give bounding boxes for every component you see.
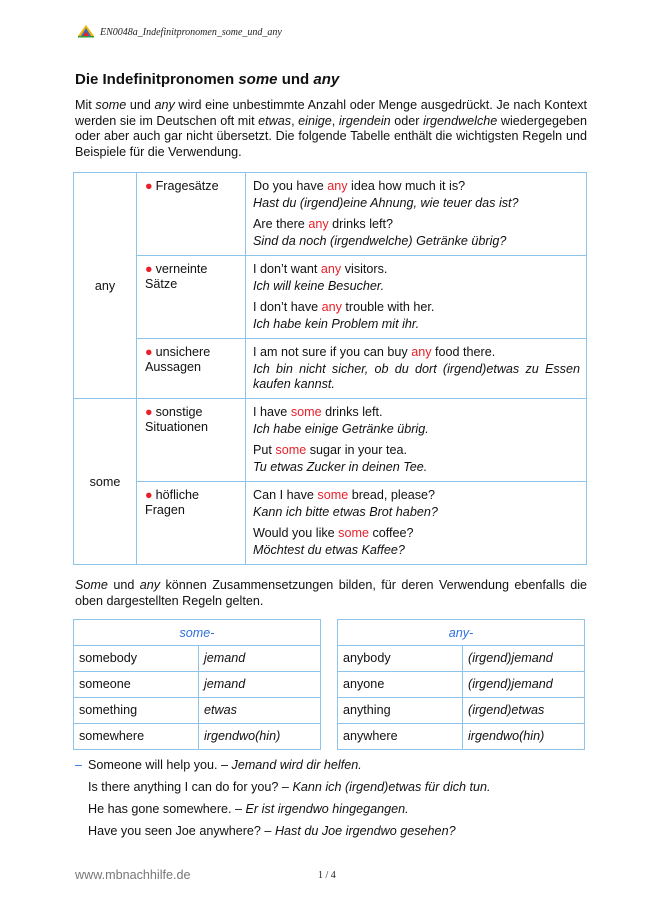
examples-cell xyxy=(246,339,587,399)
title-and: und xyxy=(277,71,314,88)
example-text: I don’t want xyxy=(253,262,321,276)
example-german: Kann ich (irgend)etwas für dich tun. xyxy=(292,780,491,794)
intro-etwas: etwas xyxy=(258,113,292,128)
table-header: any- xyxy=(338,620,585,646)
category-label: unsichere Aussagen xyxy=(145,345,211,374)
note-some: Some xyxy=(75,578,108,592)
german-word: irgendwo(hin) xyxy=(199,724,321,750)
examples-cell xyxy=(246,256,587,339)
example-keyword: some xyxy=(290,405,322,419)
example-english: Have you seen Joe anywhere? – xyxy=(88,824,275,838)
example-text: I have xyxy=(253,405,291,419)
list-item xyxy=(75,820,491,842)
example-german: Hast du Joe irgendwo gesehen? xyxy=(274,824,456,838)
english-word: somebody xyxy=(74,646,199,672)
note-text: und xyxy=(107,578,140,592)
german-translation: Sind da noch (irgendwelche) Getränke übrig? xyxy=(253,234,507,248)
intro-text: wird eine unbestimmte Anzahl oder Menge ausgedrückt. Je nach Kontext werden sie im Deutschen oft mit xyxy=(75,98,587,128)
intro-text: , xyxy=(331,113,339,128)
title-some: some xyxy=(238,71,278,88)
category-cell xyxy=(137,339,246,399)
bullet-icon: ● xyxy=(145,405,153,419)
example-keyword: some xyxy=(317,488,349,502)
table-header: some- xyxy=(74,620,321,646)
category-cell xyxy=(137,256,246,339)
table-row xyxy=(74,698,321,724)
keyword-cell-any: any xyxy=(74,173,137,399)
table-row xyxy=(74,256,587,339)
german-translation: Ich habe einige Getränke übrig. xyxy=(253,422,429,436)
table-row xyxy=(74,672,321,698)
english-example xyxy=(253,345,580,360)
example-text: coffee? xyxy=(368,526,414,540)
list-item xyxy=(75,754,491,776)
example-german: Jemand wird dir helfen. xyxy=(231,758,362,772)
german-word: irgendwo(hin) xyxy=(463,724,585,750)
intro-text: , xyxy=(291,113,299,128)
english-word: anyone xyxy=(338,672,463,698)
table-row xyxy=(74,399,587,482)
intro-irgendwelche: irgendwelche xyxy=(423,113,498,128)
table-row xyxy=(338,672,585,698)
bullet-icon: ● xyxy=(145,262,153,276)
german-word: jemand xyxy=(199,646,321,672)
example-list xyxy=(75,754,491,842)
logo-icon xyxy=(77,24,95,38)
table-row xyxy=(338,698,585,724)
english-word: anywhere xyxy=(338,724,463,750)
bullet-icon: ● xyxy=(145,179,153,193)
note-text: können Zusammensetzungen bilden, für deren Verwendung ebenfalls die oben dargestellten Regeln gelten. xyxy=(75,578,588,608)
bullet-icon: ● xyxy=(145,488,153,502)
intro-any: any xyxy=(154,98,175,112)
example-keyword: any xyxy=(308,217,329,231)
table-row xyxy=(338,646,585,672)
example-keyword: some xyxy=(275,443,307,457)
examples-cell xyxy=(246,173,587,256)
german-translation: Kann ich bitte etwas Brot haben? xyxy=(253,505,438,519)
table-row xyxy=(338,724,585,750)
example-text: drinks left? xyxy=(328,217,394,231)
some-compounds-table xyxy=(73,619,321,750)
example-keyword: any xyxy=(320,262,342,276)
english-example xyxy=(253,405,580,420)
title-any: any xyxy=(313,71,340,88)
english-word: anybody xyxy=(338,646,463,672)
intro-paragraph xyxy=(75,98,587,160)
example-text: visitors. xyxy=(341,262,388,276)
example-text: trouble with her. xyxy=(341,300,435,314)
category-cell xyxy=(137,482,246,565)
intro-einige: einige xyxy=(298,113,332,128)
example-keyword: any xyxy=(327,179,348,193)
document-id: EN0048a_Indefinitpronomen_some_und_any xyxy=(100,27,282,38)
german-word: (irgend)jemand xyxy=(463,646,585,672)
english-example xyxy=(253,217,580,232)
example-text: drinks left. xyxy=(321,405,383,419)
example-text: bread, please? xyxy=(348,488,436,502)
example-text: I am not sure if you can buy xyxy=(253,345,412,359)
example-german: Er ist irgendwo hingegangen. xyxy=(245,802,409,816)
category-cell xyxy=(137,173,246,256)
example-english: Someone will help you. – xyxy=(88,758,232,772)
list-item xyxy=(75,776,491,798)
table-row xyxy=(74,482,587,565)
example-english: Is there anything I can do for you? – xyxy=(88,780,293,794)
english-word: anything xyxy=(338,698,463,724)
german-translation: Hast du (irgend)eine Ahnung, wie teuer das ist? xyxy=(253,196,519,210)
example-text: food there. xyxy=(431,345,496,359)
example-text: I don’t have xyxy=(253,300,322,314)
page-number: 1 / 4 xyxy=(318,870,336,881)
intro-text: Mit xyxy=(75,98,96,112)
english-word: somewhere xyxy=(74,724,199,750)
example-keyword: some xyxy=(338,526,369,540)
example-keyword: any xyxy=(411,345,432,359)
examples-cell xyxy=(246,399,587,482)
english-example xyxy=(253,443,580,458)
english-example xyxy=(253,179,580,194)
table-row xyxy=(74,646,321,672)
table-row xyxy=(74,724,321,750)
english-word: something xyxy=(74,698,199,724)
german-translation: Tu etwas Zucker in deinen Tee. xyxy=(253,460,428,474)
german-translation: Ich bin nicht sicher, ob du dort (irgend)etwas zu Essen kaufen kannst. xyxy=(253,362,580,391)
table-row xyxy=(74,339,587,399)
english-example xyxy=(253,526,580,541)
german-translation: Ich habe kein Problem mit ihr. xyxy=(253,317,420,331)
page-title xyxy=(75,71,339,88)
german-word: etwas xyxy=(199,698,321,724)
intro-text: und xyxy=(126,98,155,112)
any-compounds-table xyxy=(337,619,585,750)
category-label: verneinte Sätze xyxy=(145,262,208,291)
example-text: Do you have xyxy=(253,179,328,193)
english-example xyxy=(253,300,580,315)
german-word: (irgend)jemand xyxy=(463,672,585,698)
intro-irgendein: irgendein xyxy=(338,113,391,128)
examples-cell xyxy=(246,482,587,565)
footer-website: www.mbnachhilfe.de xyxy=(75,868,191,882)
german-translation: Ich will keine Besucher. xyxy=(253,279,385,293)
english-word: someone xyxy=(74,672,199,698)
example-text: Can I have xyxy=(253,488,318,502)
example-text: Put xyxy=(253,443,276,457)
category-label: höfliche Fragen xyxy=(145,488,200,517)
table-header-row xyxy=(338,620,585,646)
bullet-icon: ● xyxy=(145,345,153,359)
table-row xyxy=(74,173,587,256)
intro-text: wiedergegeben oder aber auch gar nicht übersetzt. Die folgende Tabelle enthält die wichtigsten Regeln und Beispiele für die Verwendung. xyxy=(75,113,587,159)
intro-text: oder xyxy=(390,113,424,128)
example-text: Are there xyxy=(253,217,309,231)
example-keyword: any xyxy=(321,300,342,314)
english-example xyxy=(253,488,580,503)
list-item xyxy=(75,798,491,820)
category-label: Fragesätze xyxy=(155,179,219,193)
note-any: any xyxy=(139,578,161,592)
category-cell xyxy=(137,399,246,482)
rules-table xyxy=(73,172,587,565)
dash-bullet-icon: – xyxy=(75,758,83,772)
intro-some: some xyxy=(95,98,127,112)
english-example xyxy=(253,262,580,277)
german-translation: Möchtest du etwas Kaffee? xyxy=(253,543,405,557)
table-header-row xyxy=(74,620,321,646)
example-text: Would you like xyxy=(253,526,339,540)
example-text: sugar in your tea. xyxy=(306,443,408,457)
category-label: sonstige Situationen xyxy=(145,405,209,434)
example-english: He has gone somewhere. – xyxy=(88,802,246,816)
example-text: idea how much it is? xyxy=(347,179,466,193)
compound-note xyxy=(75,578,587,609)
title-text: Die Indefinitpronomen xyxy=(75,71,239,88)
german-word: (irgend)etwas xyxy=(463,698,585,724)
keyword-cell-some: some xyxy=(74,399,137,565)
german-word: jemand xyxy=(199,672,321,698)
